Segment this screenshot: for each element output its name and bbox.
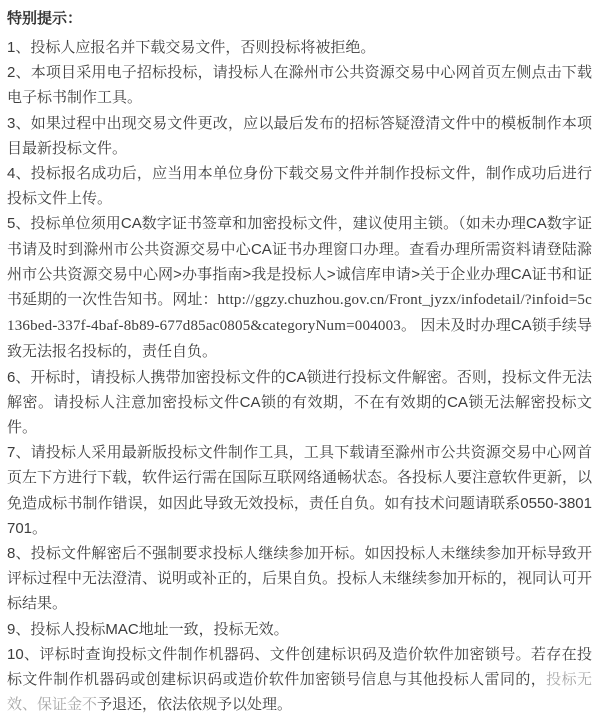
notice-item-10-muted-text: 投标无效、保证金不 [7, 671, 592, 714]
page-title: 特别提示： [7, 10, 83, 27]
notice-item-9: 9、投标人投标MAC地址一致，投标无效。 [7, 620, 289, 638]
notice-item-7: 7、请投标人采用最新版投标文件制作工具，工具下载请至滁州市公共资源交易中心网首页左下方进行下载，软件运行需在国际互联网络通畅状态。各投标人要注意软件更新，以免造成标书制作错误，如因此导致无效投标，责任自负。如有技术问题请联系0550-3801701。 [7, 444, 593, 537]
notice-item-5 [7, 211, 592, 364]
notice-item-10-text-end: 予退还，依法依规予以处理。 [97, 696, 293, 714]
notice-item-2: 2、本项目采用电子招标投标，请投标人在滁州市公共资源交易中心网首页左侧点击下载电子标书制作工具。 [7, 64, 592, 107]
notice-item-10-text: 10、评标时查询投标文件制作机器码、文件创建标识码及造价软件加密锁号。若存在投标文件制作机器码或创建标识码或造价软件加密锁号信息与其他投标人雷同的， [7, 645, 592, 689]
notice-item-3: 3、如果过程中出现交易文件更改，应以最后发布的招标答疑澄清文件中的模板制作本项目最新投标文件。 [7, 114, 592, 157]
notice-item-6: 6、开标时，请投标人携带加密投标文件的CA锁进行投标文件解密。否则，投标文件无法解密。请投标人注意加密投标文件CA锁的有效期，不在有效期的CA锁无法解密投标文件。 [7, 368, 592, 437]
notice-item-4: 4、投标报名成功后，应当用本单位身份下载交易文件并制作投标文件，制作成功后进行投标文件上传。 [7, 165, 592, 208]
notice-item-1: 1、投标人应报名并下载交易文件，否则投标将被拒绝。 [7, 39, 376, 56]
notice-item-8: 8、投标文件解密后不强制要求投标人继续参加开标。如因投标人未继续参加开标导致开评标过程中无法澄清、说明或补正的，后果自负。投标人未继续参加开标的，视同认可开标结果。 [7, 545, 593, 613]
ca-certificate-url-text: http://ggzy.chuzhou.gov.cn/Front_jyzx/infodetail/?infoid=5c136bed-337f-4baf-8b89-677d85ac0805&categoryNum=004003 [7, 292, 592, 335]
notice-item-5-text: 5、投标单位须用CA数字证书签章和加密投标文件，建议使用主锁。（如未办理CA数字证书请及时到滁州市公共资源交易中心CA证书办理窗口办理。查看办理所需资料请登陆滁州市公共资源交易中心网>办事指南>我是投标人>诚信库申请>关于企业办理CA证书和证书延期的一次性告知书。网址： [7, 215, 592, 309]
notice-item-5-text-after-url: 。 因未及时办理CA锁手续导致无法报名投标的，责任自负。 [7, 317, 592, 361]
notice-item-10 [7, 642, 592, 717]
